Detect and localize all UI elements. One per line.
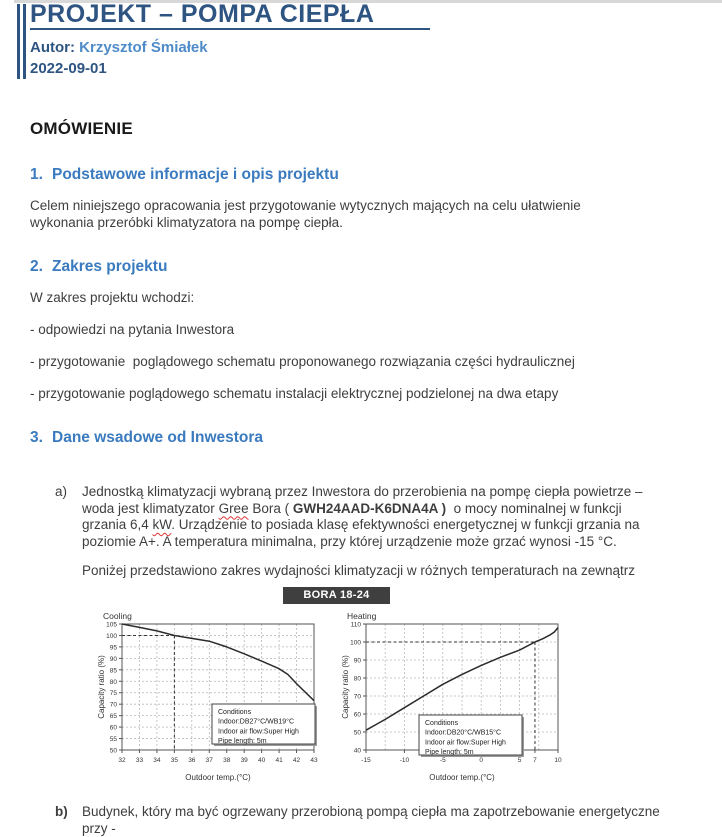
svg-text:7: 7 xyxy=(533,757,537,764)
section-2-title: Zakres projektu xyxy=(52,258,168,275)
svg-text:5: 5 xyxy=(517,757,522,764)
svg-text:100: 100 xyxy=(106,632,117,640)
svg-text:-10: -10 xyxy=(399,757,410,764)
item-b-label: b) xyxy=(55,804,68,819)
svg-text:Pipe length: 5m: Pipe length: 5m xyxy=(425,749,474,757)
svg-text:10: 10 xyxy=(554,757,562,764)
svg-text:40: 40 xyxy=(258,757,266,764)
scope-list-item: - odpowiedzi na pytania Inwestora xyxy=(30,322,235,337)
svg-text:85: 85 xyxy=(109,667,117,675)
section-3-number: 3. xyxy=(30,429,43,446)
svg-text:95: 95 xyxy=(109,644,117,652)
misspelled-word-gree: Gree xyxy=(218,500,249,516)
svg-text:-15: -15 xyxy=(361,757,371,764)
capacity-note: Poniżej przedstawiono zakres wydajności klimatyzacji w różnych temperaturach na zewnątrz xyxy=(82,563,635,578)
svg-text:50: 50 xyxy=(353,729,361,737)
svg-text:75: 75 xyxy=(109,690,117,698)
item-a-part3: o mocy nominalnej w funkcji grzania 6,4 xyxy=(82,500,626,532)
bora-badge: BORA 18-24 xyxy=(283,587,390,604)
svg-text:Indoor:DB20°C/WB15°C: Indoor:DB20°C/WB15°C xyxy=(425,729,502,737)
svg-text:Conditions: Conditions xyxy=(218,709,252,716)
svg-text:Capacity ratio (%): Capacity ratio (%) xyxy=(341,655,350,719)
svg-text:Cooling: Cooling xyxy=(103,611,132,621)
svg-text:40: 40 xyxy=(353,747,361,755)
svg-text:Indoor:DB27°C/WB19°C: Indoor:DB27°C/WB19°C xyxy=(218,718,295,726)
author-label: Autor: xyxy=(30,39,75,56)
section-2-number: 2. xyxy=(30,258,43,275)
document-title: PROJEKT – POMPA CIEPŁA xyxy=(30,0,375,28)
scope-list-item: - przygotowanie poglądowego schematu proponowanego rozwiązania części hydraulicznej xyxy=(30,354,575,369)
svg-text:80: 80 xyxy=(353,675,361,683)
model-number: GWH24AAD-K6DNA4A ) xyxy=(292,500,447,516)
svg-text:70: 70 xyxy=(353,693,361,701)
section-1-number: 1. xyxy=(30,166,43,183)
svg-text:35: 35 xyxy=(170,757,178,764)
scope-list-item: - przygotowanie poglądowego schematu instalacji elektrycznej podzielonej na dwa etapy xyxy=(30,386,559,401)
item-a-part1: Jednostką klimatyzacji wybraną przez Inwestora do przerobienia na pompę ciepła powietrze – woda jest klimatyzator xyxy=(82,484,647,516)
overview-heading: OMÓWIENIE xyxy=(30,119,133,138)
svg-text:34: 34 xyxy=(153,757,161,764)
svg-text:90: 90 xyxy=(353,657,361,665)
item-a-part4: . Urządzenie to posiada klasę efektywności energetycznej w funkcji grzania na poziomie A+. A temperatura minimalna, przy której urządzenie może grzać wynosi -15 °C. xyxy=(82,517,644,549)
section-1-paragraph: Celem niniejszego opracowania jest przygotowanie wytycznych mających na celu ułatwienie wykonania przeróbki klimatyzatora na pompę ciepła. xyxy=(30,198,585,230)
cooling-chart xyxy=(96,610,331,800)
item-a-text xyxy=(82,484,662,550)
svg-text:70: 70 xyxy=(109,701,117,709)
svg-text:-5: -5 xyxy=(439,757,446,764)
list-item-b xyxy=(55,804,682,837)
svg-text:43: 43 xyxy=(310,757,318,764)
svg-text:39: 39 xyxy=(240,757,248,764)
svg-text:80: 80 xyxy=(109,678,117,686)
section-heading-3 xyxy=(30,429,682,447)
svg-text:36: 36 xyxy=(188,757,196,764)
svg-text:38: 38 xyxy=(223,757,231,764)
svg-text:Heating: Heating xyxy=(347,611,377,621)
section-1-title: Podstawowe informacje i opis projektu xyxy=(52,166,339,183)
section-3-title: Dane wsadowe od Inwestora xyxy=(52,429,264,446)
title-rule xyxy=(30,28,430,30)
capacity-charts xyxy=(96,610,682,800)
svg-text:37: 37 xyxy=(205,757,213,764)
svg-text:33: 33 xyxy=(135,757,144,764)
svg-text:65: 65 xyxy=(109,713,117,721)
section-2-intro: W zakres projektu wchodzi: xyxy=(30,290,195,305)
svg-text:Outdoor temp.(°C): Outdoor temp.(°C) xyxy=(185,773,251,782)
svg-text:Conditions: Conditions xyxy=(425,720,459,727)
heating-chart-svg xyxy=(340,610,575,800)
svg-text:110: 110 xyxy=(350,621,361,629)
svg-text:42: 42 xyxy=(292,757,301,764)
svg-text:90: 90 xyxy=(109,655,117,663)
svg-text:Indoor air flow:Super High: Indoor air flow:Super High xyxy=(218,728,299,736)
author-name: Krzysztof Śmiałek xyxy=(79,39,208,56)
item-a-part2: Bora ( xyxy=(248,500,293,516)
misspelled-word-kw: kW xyxy=(152,517,172,532)
list-item-a xyxy=(55,484,682,550)
svg-text:0: 0 xyxy=(479,757,484,764)
document-date: 2022-09-01 xyxy=(30,60,107,77)
section-heading-1 xyxy=(30,166,682,184)
svg-text:Indoor air flow:Super High: Indoor air flow:Super High xyxy=(425,739,506,747)
svg-text:60: 60 xyxy=(109,724,117,732)
svg-text:100: 100 xyxy=(350,639,361,647)
section-heading-2 xyxy=(30,258,682,276)
svg-text:41: 41 xyxy=(275,757,283,764)
svg-text:105: 105 xyxy=(106,621,117,629)
svg-text:Pipe length: 5m: Pipe length: 5m xyxy=(218,738,267,746)
heating-chart xyxy=(340,610,575,800)
svg-text:55: 55 xyxy=(109,736,117,744)
svg-text:60: 60 xyxy=(353,711,361,719)
svg-text:32: 32 xyxy=(118,757,126,764)
svg-text:Capacity ratio (%): Capacity ratio (%) xyxy=(97,655,106,719)
cooling-chart-svg xyxy=(96,610,331,800)
item-b-text: Budynek, który ma być ogrzewany przerobioną pompą ciepła ma zapotrzebowanie energetyczne przy - xyxy=(82,804,664,836)
item-a-label: a) xyxy=(55,484,68,499)
svg-text:50: 50 xyxy=(109,747,117,755)
svg-text:Outdoor temp.(°C): Outdoor temp.(°C) xyxy=(429,773,495,782)
byline xyxy=(30,39,682,56)
